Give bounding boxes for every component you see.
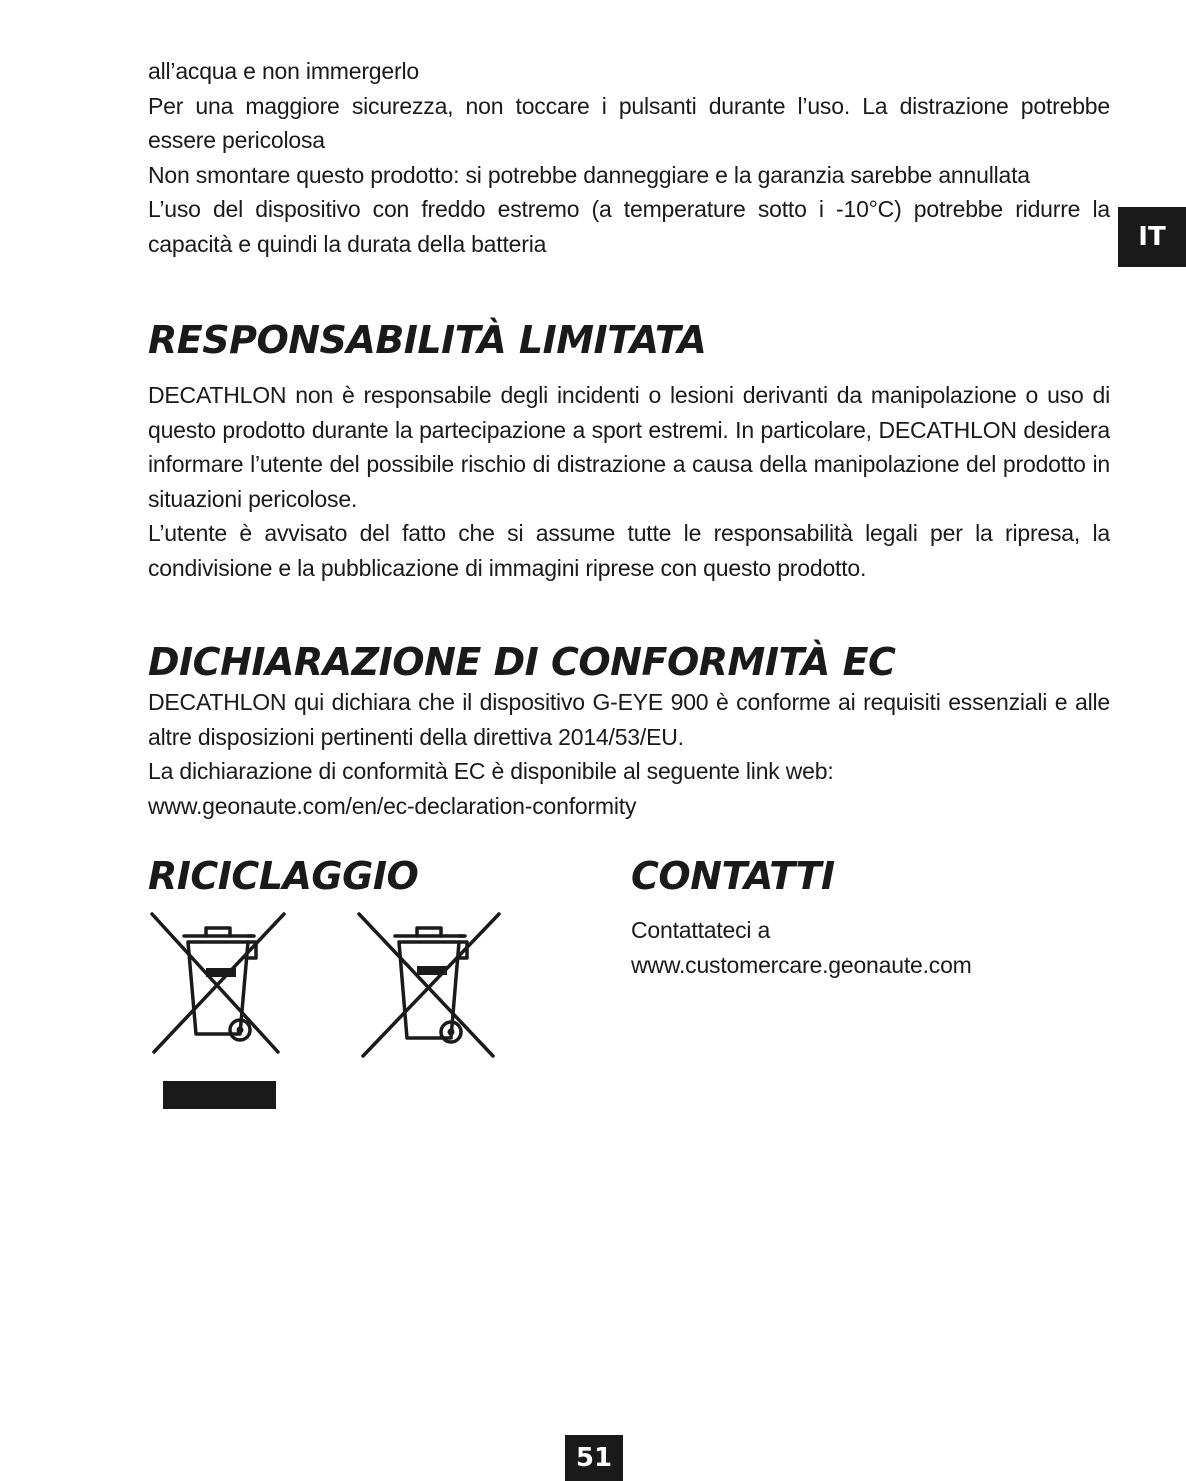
responsibility-paragraph-1: DECATHLON non è responsabile degli incidenti o lesioni derivanti da manipolazione o uso di questo prodotto durante la partecipazione a sport estremi. In particolare, DECATHLON desidera informare l’utente del possibile rischio di distrazione a causa della manipolazione del prodotto in situazioni pericolose. — [148, 382, 1110, 512]
intro-line-1: all’acqua e non immergerlo — [148, 58, 419, 84]
intro-paragraph-3: Non smontare questo prodotto: si potrebbe danneggiare e la garanzia sarebbe annullata — [148, 161, 1030, 188]
crossed-out-wheelie-bin-icon — [355, 910, 505, 1058]
crossed-out-wheelie-bin-icon — [148, 910, 288, 1058]
language-tab: IT — [1118, 207, 1186, 267]
conformity-heading: DICHIARAZIONE DI CONFORMITÀ EC — [148, 640, 896, 684]
intro-paragraph-4: L’uso del dispositivo con freddo estremo (a temperature sotto i -10°C) potrebbe ridurre la capacità e quindi la durata della batteria — [148, 196, 1110, 257]
conformity-line-2: La dichiarazione di conformità EC è disponibile al seguente link web: — [148, 758, 834, 784]
solid-bar-marking — [163, 1081, 276, 1109]
contacts-section — [631, 913, 1091, 982]
contacts-link: www.customercare.geonaute.com — [631, 951, 972, 978]
intro-paragraph-2: Per una maggiore sicurezza, non toccare i pulsanti durante l’uso. La distrazione potrebbe essere pericolosa — [148, 92, 1110, 153]
intro-section — [148, 54, 1110, 261]
conformity-section — [148, 685, 1110, 823]
conformity-link: www.geonaute.com/en/ec-declaration-conformity — [148, 792, 637, 819]
responsibility-paragraph-2: L’utente è avvisato del fatto che si assume tutte le responsabilità legali per la ripresa, la condivisione e la pubblicazione di immagini riprese con questo prodotto. — [148, 520, 1110, 581]
contacts-heading: CONTATTI — [631, 854, 835, 898]
responsibility-section — [148, 378, 1110, 585]
responsibility-heading: RESPONSABILITÀ LIMITATA — [148, 318, 707, 362]
contacts-line-1: Contattateci a — [631, 917, 771, 943]
page-number: 51 — [565, 1435, 623, 1481]
conformity-paragraph-1: DECATHLON qui dichiara che il dispositivo G-EYE 900 è conforme ai requisiti essenziali e alle altre disposizioni pertinenti della direttiva 2014/53/EU. — [148, 689, 1110, 750]
recycling-heading: RICICLAGGIO — [148, 854, 419, 898]
